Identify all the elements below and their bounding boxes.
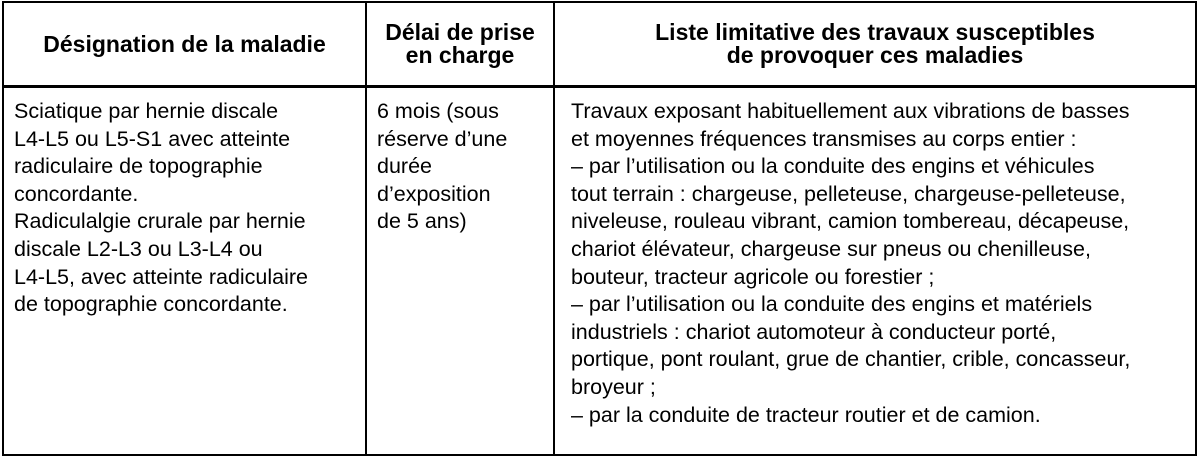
header-disease-label: Désignation de la maladie	[43, 30, 326, 57]
table-row	[4, 88, 1195, 454]
cell-disease	[4, 88, 367, 454]
header-cell-delay	[367, 3, 555, 85]
header-works-label: Liste limitative des travaux susceptibles de provoquer ces maladies	[655, 19, 1095, 68]
header-cell-disease	[4, 3, 367, 85]
works-text: Travaux exposant habituellement aux vibrations de basses et moyennes fréquences transmises au corps entier : – par l’utilisation ou la conduite des engins et véhicules tout terrain : chargeuse, pelleteuse, chargeuse-pelleteuse, niveleuse, rouleau vibrant, camion tombereau, décapeuse, chariot élévateur, chargeuse sur pneus ou chenilleuse, bouteur, tracteur agricole ou forestier ; – par l’utilisation ou la conduite des engins et matériels industriels : chariot automoteur à conducteur porté, portique, pont roulant, grue de chantier, crible, concasseur, broyeur ; – par la conduite de tracteur routier et de camion.	[571, 99, 1131, 427]
disease-text: Sciatique par hernie discale L4-L5 ou L5-S1 avec atteinte radiculaire de topographie concordante. Radiculalgie crurale par hernie discale L2-L3 ou L3-L4 ou L4-L5, avec atteinte radiculaire de topographie concordante.	[14, 99, 309, 317]
header-delay-label: Délai de prise en charge	[385, 19, 535, 68]
table-header-row	[4, 3, 1195, 88]
occupational-disease-table	[2, 1, 1197, 456]
cell-delay	[367, 88, 555, 454]
cell-works	[555, 88, 1195, 454]
header-cell-works	[555, 3, 1195, 85]
delay-text: 6 mois (sous réserve d’une durée d’exposition de 5 ans)	[377, 99, 508, 234]
